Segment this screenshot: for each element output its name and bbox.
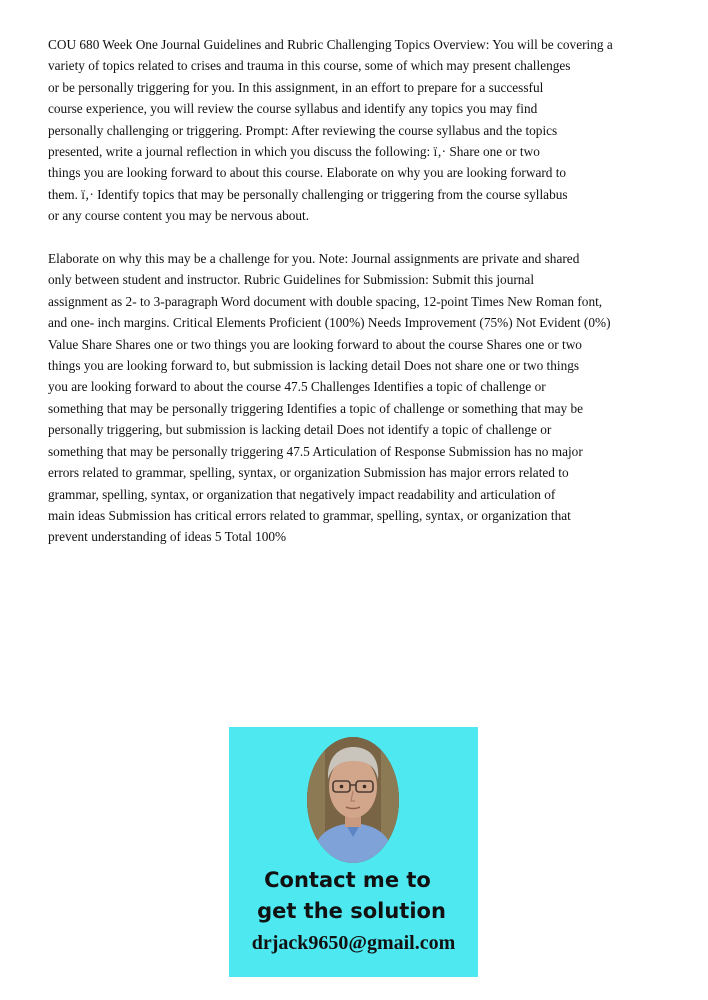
text-line: assignment as 2- to 3-paragraph Word document with double spacing, 12-point Times New Roman font, bbox=[48, 293, 603, 309]
text-line: Elaborate on why this may be a challenge for you. Note: Journal assignments are private and shared bbox=[48, 251, 580, 267]
paragraph-2 bbox=[48, 248, 678, 548]
text-line: grammar, spelling, syntax, or organization that negatively impact readability and articulation of bbox=[48, 486, 556, 502]
text-line: prevent understanding of ideas 5 Total 100% bbox=[48, 529, 287, 545]
text-line: course experience, you will review the course syllabus and identify any topics you may find bbox=[48, 101, 538, 117]
paragraph-gap bbox=[48, 227, 678, 248]
portrait-photo bbox=[307, 737, 399, 863]
text-line: them. ï‚· Identify topics that may be personally challenging or triggering from the course syllabus bbox=[48, 186, 568, 202]
ad-headline-line-2: get the solution bbox=[257, 899, 446, 923]
contact-email[interactable]: drjack9650@gmail.com bbox=[251, 932, 456, 954]
ad-headline-line-1: Contact me to bbox=[264, 868, 431, 892]
text-line: personally triggering, but submission is lacking detail Does not identify a topic of challenge or bbox=[48, 422, 552, 438]
text-line: something that may be personally triggering Identifies a topic of challenge or something that may be bbox=[48, 400, 584, 416]
paragraph-1 bbox=[48, 34, 678, 227]
contact-ad-banner[interactable] bbox=[229, 727, 478, 977]
text-line: things you are looking forward to, but submission is lacking detail Does not share one or two things bbox=[48, 358, 580, 374]
text-line: Value Share Shares one or two things you are looking forward to about the course Shares one or two bbox=[48, 336, 582, 352]
text-line: errors related to grammar, spelling, syntax, or organization Submission has major errors related to bbox=[48, 465, 569, 481]
text-line: COU 680 Week One Journal Guidelines and Rubric Challenging Topics Overview: You will be covering a bbox=[48, 37, 613, 52]
document-body bbox=[48, 34, 678, 548]
text-line: presented, write a journal reflection in which you discuss the following: ï‚· Share one or two bbox=[48, 144, 540, 160]
text-line: main ideas Submission has critical errors related to grammar, spelling, syntax, or organization that bbox=[48, 507, 571, 523]
text-line: or any course content you may be nervous about. bbox=[48, 208, 310, 224]
text-line: and one- inch margins. Critical Elements Proficient (100%) Needs Improvement (75%) Not Evident (0%) bbox=[48, 315, 611, 331]
text-line: something that may be personally triggering 47.5 Articulation of Response Submission has no major bbox=[48, 443, 583, 459]
text-line: variety of topics related to crises and trauma in this course, some of which may present challenges bbox=[48, 58, 571, 74]
text-line: things you are looking forward to about this course. Elaborate on why you are looking forward to bbox=[48, 165, 567, 181]
person-portrait-icon bbox=[307, 737, 399, 863]
text-line: only between student and instructor. Rubric Guidelines for Submission: Submit this journal bbox=[48, 272, 535, 288]
text-line: or be personally triggering for you. In this assignment, in an effort to prepare for a successful bbox=[48, 79, 544, 95]
text-line: you are looking forward to about the course 47.5 Challenges Identifies a topic of challenge or bbox=[48, 379, 546, 395]
text-line: personally challenging or triggering. Prompt: After reviewing the course syllabus and the topics bbox=[48, 122, 558, 138]
